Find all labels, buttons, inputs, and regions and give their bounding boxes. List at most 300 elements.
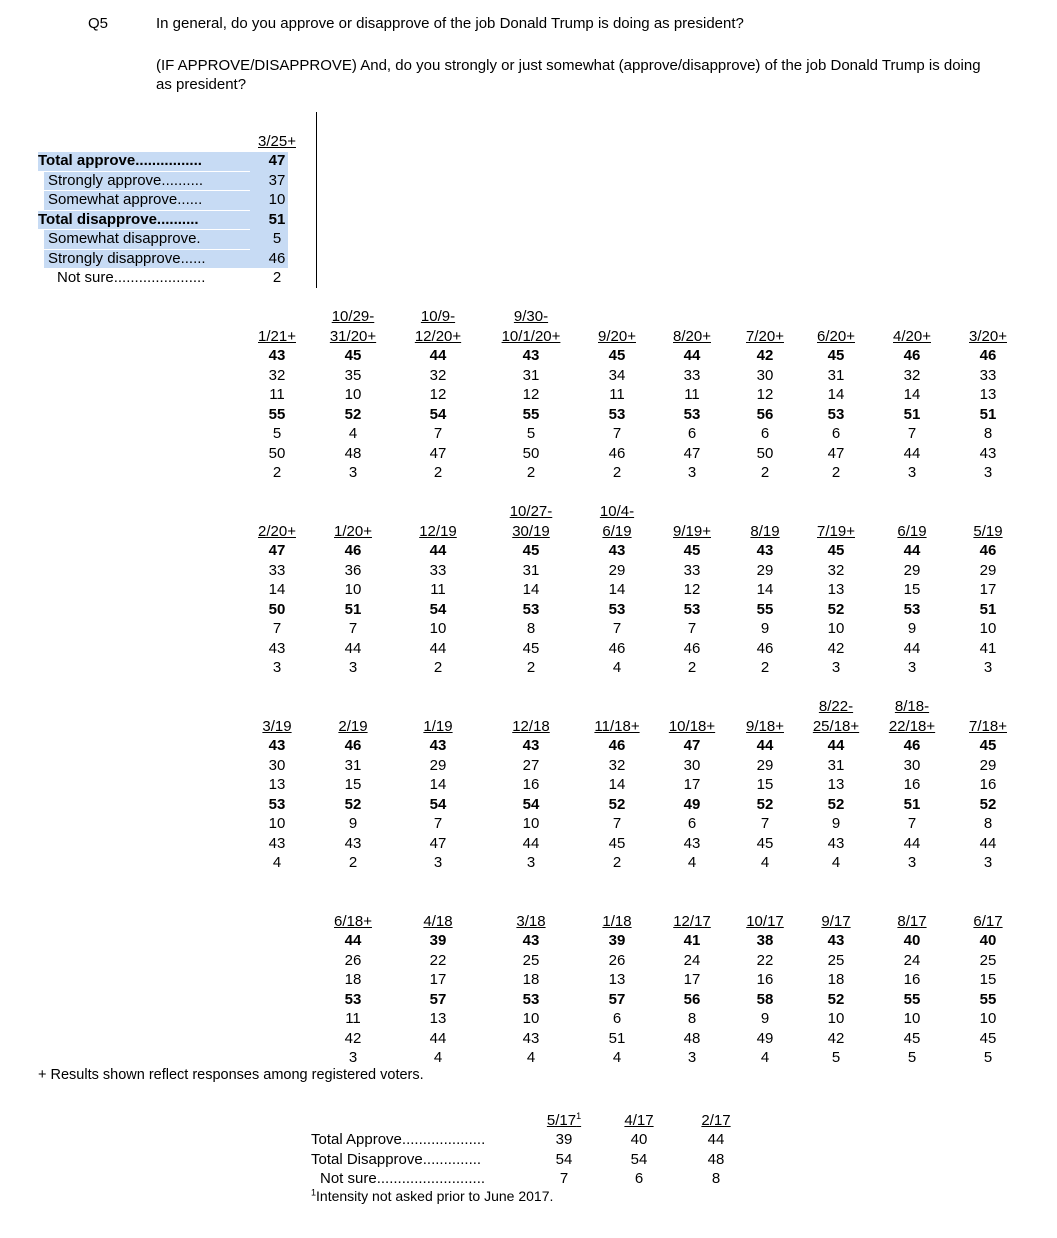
cell-value: 45 — [683, 542, 701, 559]
column-header — [604, 1111, 674, 1131]
poll-column — [398, 892, 478, 1068]
cell-value: 51 — [344, 600, 362, 618]
cell-value: 47 — [268, 152, 286, 169]
cell-value: 44 — [903, 639, 921, 657]
header-line — [398, 307, 478, 327]
cell-value: 26 — [608, 951, 626, 969]
cell-value: 50 — [756, 444, 774, 462]
cell-value: 50 — [268, 444, 286, 462]
cell-value: 53 — [683, 405, 701, 423]
cell-value: 8 — [526, 620, 536, 637]
cell-value: 40 — [979, 932, 997, 949]
cell-value: 29 — [756, 756, 774, 774]
cell-value: 13 — [979, 386, 997, 403]
header-line — [313, 307, 393, 327]
cell-value: 14 — [429, 776, 447, 793]
cell-value: 13 — [429, 1010, 447, 1027]
cell-value: 39 — [608, 932, 626, 949]
poll-column — [872, 307, 952, 483]
row-label — [48, 171, 203, 191]
cell-value: 51 — [903, 795, 921, 813]
cell-value: 7 — [348, 620, 358, 637]
cell-value: 2 — [526, 659, 536, 676]
cell-value: 5 — [983, 1049, 993, 1066]
cell-value: 53 — [608, 405, 626, 423]
poll-column — [872, 892, 952, 1068]
first-column — [237, 112, 317, 288]
column-header — [652, 502, 732, 541]
header-line — [948, 522, 1028, 542]
column-header — [872, 307, 952, 346]
cell-value: 36 — [344, 561, 362, 579]
column-header — [491, 307, 571, 346]
cell-value: 17 — [683, 776, 701, 793]
column-header — [948, 502, 1028, 541]
header-line — [652, 717, 732, 737]
cell-value: 3 — [526, 854, 536, 871]
cell-value: 22 — [756, 951, 774, 969]
cell-value: 25 — [522, 951, 540, 969]
cell-value: 46 — [608, 639, 626, 657]
cell-value: 54 — [522, 795, 540, 813]
cell-value: 17 — [429, 971, 447, 988]
header-line — [398, 327, 478, 347]
column-header — [237, 112, 317, 151]
header-line — [237, 522, 317, 542]
cell-value: 6 — [687, 425, 697, 442]
row-label-text: Somewhat approve — [48, 191, 178, 208]
cell-value: 4 — [612, 1049, 622, 1066]
leader-dots: .................... — [401, 1131, 486, 1148]
cell-value: 45 — [903, 1029, 921, 1047]
cell-value: 44 — [429, 347, 447, 364]
header-line — [725, 912, 805, 932]
cell-value: 10 — [268, 815, 286, 832]
cell-value: 11 — [430, 581, 446, 598]
poll-column — [796, 502, 876, 678]
poll-column — [725, 697, 805, 873]
cell-value: 42 — [344, 1029, 362, 1047]
cell-value: 14 — [268, 581, 286, 598]
cell-value: 45 — [979, 1029, 997, 1047]
column-date: 3/19 — [262, 717, 292, 735]
cell-value: 13 — [827, 776, 845, 793]
legacy-column — [529, 1111, 599, 1189]
cell-value: 31 — [344, 756, 362, 774]
row-label — [38, 210, 199, 230]
cell-value: 46 — [344, 737, 362, 754]
legacy-note — [311, 1188, 553, 1204]
header-line — [398, 717, 478, 737]
cell-value: 46 — [903, 737, 921, 754]
row-label-text: Not sure — [320, 1170, 377, 1187]
cell-value: 27 — [522, 756, 540, 774]
cell-value: 16 — [756, 971, 774, 988]
cell-value: 52 — [979, 795, 997, 813]
header-line — [398, 912, 478, 932]
cell-value: 51 — [268, 210, 286, 228]
header-line — [491, 717, 571, 737]
cell-value: 7 — [612, 815, 622, 832]
poll-column — [652, 697, 732, 873]
header-line — [652, 522, 732, 542]
cell-value: 43 — [344, 834, 362, 852]
leader-dots: ...... — [177, 191, 203, 208]
cell-value: 46 — [979, 347, 997, 364]
column-date: 10/29- — [331, 308, 375, 325]
header-line — [872, 717, 952, 737]
column-date: 12/17 — [673, 912, 711, 930]
cell-value: 10 — [979, 620, 997, 637]
cell-value: 14 — [608, 776, 626, 793]
poll-column — [491, 697, 571, 873]
cell-value: 7 — [760, 815, 770, 832]
poll-column — [313, 892, 393, 1068]
column-header — [725, 502, 805, 541]
cell-value: 41 — [979, 639, 997, 657]
poll-column — [725, 307, 805, 483]
header-line — [491, 307, 571, 327]
cell-value: 53 — [344, 990, 362, 1008]
cell-value: 24 — [683, 951, 701, 969]
column-date: 7/18+ — [969, 717, 1007, 735]
cell-value: 48 — [344, 444, 362, 462]
cell-value: 56 — [683, 990, 701, 1008]
cell-value: 49 — [683, 795, 701, 813]
cell-value: 51 — [979, 405, 997, 423]
cell-value: 53 — [683, 600, 701, 618]
poll-column — [948, 307, 1028, 483]
column-date: 10/9- — [420, 308, 456, 325]
column-header — [796, 502, 876, 541]
cell-value: 46 — [979, 542, 997, 559]
cell-value: 44 — [522, 834, 540, 852]
cell-value: 5 — [831, 1049, 841, 1066]
cell-value: 32 — [608, 756, 626, 774]
cell-value: 53 — [608, 600, 626, 618]
legacy-column — [681, 1111, 751, 1189]
header-line — [872, 912, 952, 932]
cell-value: 11 — [345, 1010, 361, 1027]
cell-value: 44 — [827, 737, 845, 754]
cell-value: 43 — [522, 932, 540, 949]
cell-value: 46 — [608, 444, 626, 462]
column-header — [398, 307, 478, 346]
cell-value: 7 — [612, 425, 622, 442]
leader-dots: .......... — [156, 210, 199, 228]
column-date: 6/19 — [897, 522, 927, 540]
column-header — [872, 892, 952, 931]
cell-value: 44 — [756, 737, 774, 754]
cell-value: 4 — [348, 425, 358, 442]
cell-value: 7 — [559, 1170, 569, 1187]
cell-value: 17 — [683, 971, 701, 988]
cell-value: 3 — [907, 659, 917, 676]
column-date: 6/20+ — [817, 327, 855, 345]
header-line — [796, 912, 876, 932]
header-line — [796, 717, 876, 737]
cell-value: 39 — [429, 932, 447, 949]
header-line — [796, 522, 876, 542]
header-line — [577, 327, 657, 347]
column-date: 10/1/20+ — [501, 327, 561, 345]
column-date: 31/20+ — [329, 327, 377, 345]
cell-value: 43 — [979, 444, 997, 462]
cell-value: 43 — [827, 932, 845, 949]
cell-value: 47 — [429, 834, 447, 852]
column-header — [398, 892, 478, 931]
cell-value: 5 — [907, 1049, 917, 1066]
cell-value: 29 — [979, 561, 997, 579]
cell-value: 43 — [522, 347, 540, 364]
cell-value: 48 — [707, 1150, 725, 1168]
cell-value: 12 — [522, 386, 540, 403]
cell-value: 33 — [979, 366, 997, 384]
poll-column — [725, 892, 805, 1068]
cell-value: 33 — [268, 561, 286, 579]
cell-value: 5 — [526, 425, 536, 442]
cell-value: 3 — [907, 464, 917, 481]
column-header — [872, 697, 952, 736]
cell-value: 46 — [756, 639, 774, 657]
poll-column — [872, 697, 952, 873]
leader-dots: ................ — [135, 152, 202, 169]
column-header — [577, 892, 657, 931]
column-header — [491, 892, 571, 931]
poll-column — [398, 502, 478, 678]
legacy-note-text: Intensity not asked prior to June 2017. — [316, 1188, 554, 1204]
cell-value: 14 — [756, 581, 774, 598]
column-date: 9/30- — [513, 308, 549, 325]
column-header — [652, 697, 732, 736]
poll-column — [577, 697, 657, 873]
header-line — [652, 912, 732, 932]
cell-value: 11 — [609, 386, 625, 403]
cell-value: 6 — [760, 425, 770, 442]
cell-value: 44 — [903, 542, 921, 559]
poll-column — [398, 697, 478, 873]
column-header — [796, 307, 876, 346]
column-date: 1/19 — [423, 717, 453, 735]
cell-value: 3 — [272, 659, 282, 676]
cell-value: 16 — [903, 776, 921, 793]
row-label-text: Total disapprove — [38, 210, 157, 228]
cell-value: 32 — [268, 366, 286, 384]
cell-value: 4 — [831, 854, 841, 871]
cell-value: 14 — [608, 581, 626, 598]
cell-value: 51 — [903, 405, 921, 423]
leader-dots: . — [196, 230, 201, 247]
cell-value: 17 — [979, 581, 997, 598]
cell-value: 44 — [429, 542, 447, 559]
cell-value: 9 — [907, 620, 917, 637]
poll-column — [948, 502, 1028, 678]
header-line — [398, 522, 478, 542]
cell-value: 29 — [979, 756, 997, 774]
column-header — [577, 697, 657, 736]
column-header — [313, 697, 393, 736]
poll-column — [491, 307, 571, 483]
cell-value: 44 — [903, 444, 921, 462]
cell-value: 13 — [608, 971, 626, 988]
column-date: 12/19 — [419, 522, 457, 540]
poll-column — [577, 892, 657, 1068]
cell-value: 41 — [683, 932, 701, 949]
cell-value: 3 — [348, 1049, 358, 1066]
cell-value: 46 — [683, 639, 701, 657]
poll-column — [313, 697, 393, 873]
cell-value: 31 — [827, 756, 845, 774]
cell-value: 5 — [272, 425, 282, 442]
cell-value: 50 — [522, 444, 540, 462]
column-header — [725, 892, 805, 931]
cell-value: 45 — [827, 542, 845, 559]
cell-value: 31 — [827, 366, 845, 384]
column-header — [529, 1111, 599, 1131]
cell-value: 10 — [979, 1010, 997, 1027]
header-line — [313, 912, 393, 932]
cell-value: 15 — [903, 581, 921, 598]
cell-value: 34 — [608, 366, 626, 384]
cell-value: 10 — [522, 815, 540, 832]
row-label — [57, 268, 205, 288]
cell-value: 13 — [827, 581, 845, 598]
cell-value: 2 — [433, 659, 443, 676]
column-header — [313, 892, 393, 931]
cell-value: 9 — [831, 815, 841, 832]
cell-value: 54 — [429, 600, 447, 618]
cell-value: 55 — [522, 405, 540, 423]
column-date: 22/18+ — [888, 717, 936, 735]
header-line — [491, 502, 571, 522]
cell-value: 43 — [268, 347, 286, 364]
poll-column — [313, 502, 393, 678]
column-date: 2/20+ — [258, 522, 296, 540]
cell-value: 16 — [979, 776, 997, 793]
cell-value: 44 — [683, 347, 701, 364]
column-date: 3/25+ — [258, 132, 296, 150]
column-header — [398, 697, 478, 736]
cell-value: 55 — [979, 990, 997, 1008]
cell-value: 44 — [429, 639, 447, 657]
column-date: 8/22- — [818, 698, 854, 715]
cell-value: 30 — [903, 756, 921, 774]
footnote-marker: 1 — [576, 1110, 582, 1121]
column-header — [948, 307, 1028, 346]
cell-value: 55 — [268, 405, 286, 423]
column-header — [652, 892, 732, 931]
row-label-text: Not sure — [57, 269, 114, 286]
cell-value: 2 — [272, 464, 282, 481]
cell-value: 45 — [827, 347, 845, 364]
row-label-text: Strongly approve — [48, 171, 162, 189]
column-date: 1/20+ — [334, 522, 372, 540]
cell-value: 45 — [756, 834, 774, 852]
cell-value: 25 — [827, 951, 845, 969]
cell-value: 2 — [687, 659, 697, 676]
cell-value: 53 — [903, 600, 921, 618]
cell-value: 33 — [683, 366, 701, 384]
cell-value: 45 — [522, 542, 540, 559]
cell-value: 6 — [687, 815, 697, 832]
cell-value: 42 — [827, 639, 845, 657]
column-date: 8/19 — [750, 522, 780, 540]
cell-value: 12 — [756, 386, 774, 403]
cell-value: 14 — [522, 581, 540, 598]
cell-value: 6 — [831, 425, 841, 442]
cell-value: 2 — [433, 464, 443, 481]
header-line — [948, 912, 1028, 932]
column-header — [948, 697, 1028, 736]
poll-column — [577, 307, 657, 483]
cell-value: 16 — [522, 776, 540, 793]
column-header — [237, 502, 317, 541]
cell-value: 7 — [687, 620, 697, 637]
cell-value: 40 — [630, 1131, 648, 1148]
cell-value: 32 — [429, 366, 447, 384]
legacy-row-label — [320, 1169, 485, 1189]
cell-value: 57 — [429, 990, 447, 1008]
poll-column — [237, 307, 317, 483]
cell-value: 8 — [687, 1010, 697, 1027]
cell-value: 53 — [522, 600, 540, 618]
column-date: 10/4- — [599, 503, 635, 520]
column-header — [237, 697, 317, 736]
header-line — [872, 327, 952, 347]
legacy-row-label — [311, 1130, 485, 1150]
cell-value: 52 — [344, 405, 362, 423]
cell-value: 57 — [608, 990, 626, 1008]
question-text: In general, do you approve or disapprove of the job Donald Trump is doing as president? — [156, 15, 744, 32]
column-header — [872, 502, 952, 541]
column-date: 10/18+ — [668, 717, 716, 735]
cell-value: 7 — [433, 815, 443, 832]
row-label-text: Somewhat disapprove — [48, 230, 197, 247]
column-date: 6/17 — [973, 912, 1003, 930]
column-header — [398, 502, 478, 541]
cell-value: 26 — [344, 951, 362, 969]
cell-value: 43 — [683, 834, 701, 852]
cell-value: 32 — [903, 366, 921, 384]
cell-value: 4 — [433, 1049, 443, 1066]
cell-value: 11 — [269, 386, 285, 403]
cell-value: 12 — [683, 581, 701, 598]
cell-value: 32 — [827, 561, 845, 579]
cell-value: 10 — [522, 1010, 540, 1027]
cell-value: 4 — [760, 854, 770, 871]
cell-value: 7 — [272, 620, 282, 637]
footnote-marker: 1 — [311, 1187, 317, 1198]
column-header — [491, 697, 571, 736]
column-header — [577, 502, 657, 541]
cell-value: 7 — [433, 425, 443, 442]
poll-column — [652, 502, 732, 678]
question-number: Q5 — [88, 15, 109, 32]
cell-value: 8 — [983, 425, 993, 442]
column-date: 30/19 — [512, 522, 550, 540]
cell-value: 33 — [683, 561, 701, 579]
cell-value: 54 — [429, 795, 447, 813]
column-header — [796, 697, 876, 736]
poll-column — [398, 307, 478, 483]
cell-value: 22 — [429, 951, 447, 969]
cell-value: 2 — [612, 854, 622, 871]
poll-column — [725, 502, 805, 678]
cell-value: 7 — [612, 620, 622, 637]
column-date: 9/19+ — [673, 522, 711, 540]
cell-value: 47 — [683, 737, 701, 754]
row-label-text: Total Approve — [311, 1131, 402, 1148]
